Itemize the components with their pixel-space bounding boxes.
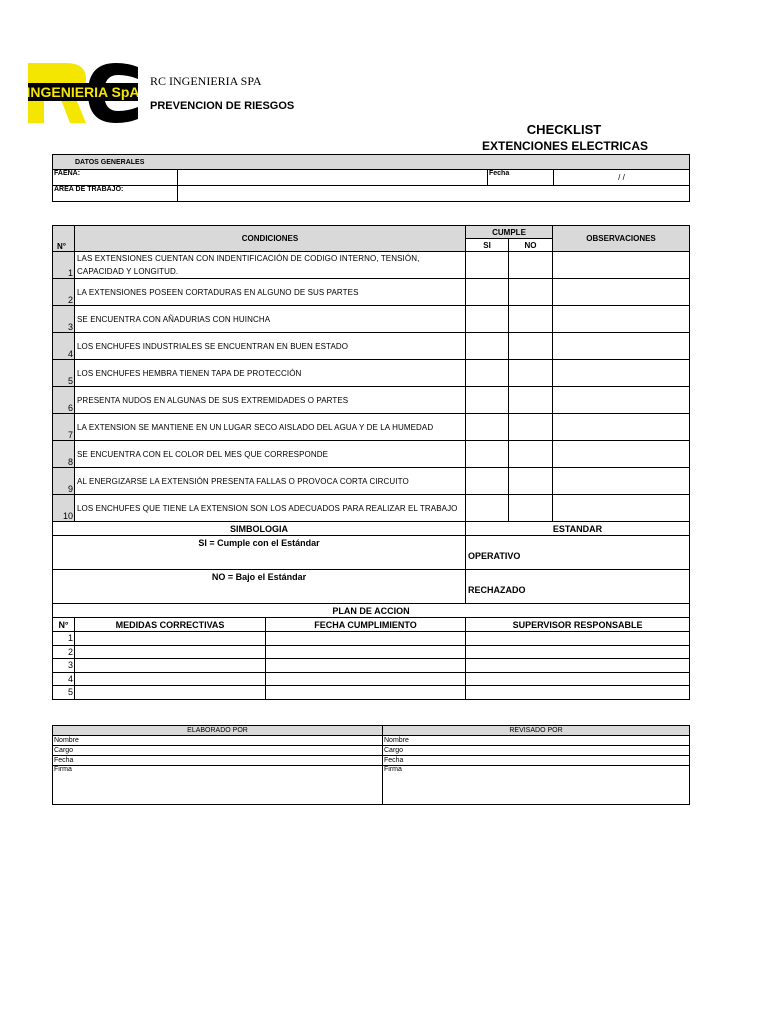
checklist-row-si-cell[interactable] [466, 414, 509, 441]
checklist-row-si-cell[interactable] [466, 360, 509, 387]
elaborado-header: ELABORADO POR [53, 726, 383, 736]
plan-row-number: 4 [53, 672, 75, 686]
plan-row [53, 659, 690, 673]
checklist-row-no-cell[interactable] [509, 252, 553, 279]
checklist-row-observations-cell[interactable] [553, 414, 690, 441]
checklist-row-number: 7 [53, 414, 75, 441]
col-si-header: SI [466, 239, 509, 252]
checklist-row-no-cell[interactable] [509, 441, 553, 468]
revisado-cargo[interactable]: Cargo [383, 746, 690, 756]
checklist-row-no-cell[interactable] [509, 306, 553, 333]
checklist-row-number: 4 [53, 333, 75, 360]
checklist-row-observations-cell[interactable] [553, 441, 690, 468]
checklist-row-condition: LOS ENCHUFES INDUSTRIALES SE ENCUENTRAN EN BUEN ESTADO [75, 333, 466, 360]
general-data-title: DATOS GENERALES [53, 155, 690, 170]
revisado-header: REVISADO POR [383, 726, 690, 736]
elaborado-firma[interactable]: Firma [53, 766, 383, 805]
checklist-row-condition: SE ENCUENTRA CON EL COLOR DEL MES QUE CORRESPONDE [75, 441, 466, 468]
company-logo [28, 61, 138, 125]
col-observations-header: OBSERVACIONES [553, 226, 690, 252]
checklist-row-si-cell[interactable] [466, 306, 509, 333]
checklist-row-si-cell[interactable] [466, 387, 509, 414]
checklist-row-number: 2 [53, 279, 75, 306]
elaborado-fecha[interactable]: Fecha [53, 756, 383, 766]
checklist-row-number: 9 [53, 468, 75, 495]
checklist-row-number: 1 [53, 252, 75, 279]
plan-row-medidas-cell[interactable] [75, 686, 266, 700]
checklist-row [53, 468, 690, 495]
department-name: PREVENCION DE RIESGOS [150, 100, 295, 112]
checklist-row-condition: LA EXTENSION SE MANTIENE EN UN LUGAR SECO AISLADO DEL AGUA Y DE LA HUMEDAD [75, 414, 466, 441]
plan-row-number: 3 [53, 659, 75, 673]
checklist-row-si-cell[interactable] [466, 441, 509, 468]
plan-row-supervisor-cell[interactable] [466, 645, 690, 659]
col-conditions-header: CONDICIONES [75, 226, 466, 252]
simbologia-si: SI = Cumple con el Estándar [53, 536, 466, 570]
checklist-row-number: 5 [53, 360, 75, 387]
area-field[interactable] [178, 186, 690, 202]
checklist-row [53, 360, 690, 387]
checklist-row-condition: LAS EXTENSIONES CUENTAN CON INDENTIFICACIÓN DE CODIGO INTERNO, TENSIÓN, CAPACIDAD Y LONGITUD. [75, 252, 466, 279]
checklist-row-condition: LOS ENCHUFES HEMBRA TIENEN TAPA DE PROTECCIÓN [75, 360, 466, 387]
plan-row [53, 645, 690, 659]
plan-row-fecha-cell[interactable] [266, 686, 466, 700]
estandar-rechazado[interactable]: RECHAZADO [466, 570, 690, 604]
plan-row [53, 686, 690, 700]
checklist-row-observations-cell[interactable] [553, 387, 690, 414]
checklist-row-no-cell[interactable] [509, 279, 553, 306]
plan-row-number: 2 [53, 645, 75, 659]
faena-label: FAENA: [53, 170, 178, 186]
checklist-row-number: 6 [53, 387, 75, 414]
checklist-row [53, 387, 690, 414]
checklist-row-observations-cell[interactable] [553, 495, 690, 522]
checklist-row-condition: LA EXTENSIONES POSEEN CORTADURAS EN ALGUNO DE SUS PARTES [75, 279, 466, 306]
checklist-row [53, 441, 690, 468]
checklist-row-condition: AL ENERGIZARSE LA EXTENSIÓN PRESENTA FALLAS O PROVOCA CORTA CIRCUITO [75, 468, 466, 495]
document-subtitle: EXTENCIONES ELECTRICAS [481, 139, 649, 153]
plan-row-medidas-cell[interactable] [75, 645, 266, 659]
simbologia-title: SIMBOLOGIA [53, 522, 466, 536]
col-no-header: NO [509, 239, 553, 252]
plan-row-medidas-cell[interactable] [75, 659, 266, 673]
plan-col-supervisor: SUPERVISOR RESPONSABLE [466, 618, 690, 632]
checklist-row-no-cell[interactable] [509, 495, 553, 522]
plan-row-supervisor-cell[interactable] [466, 672, 690, 686]
signatures-table [52, 725, 690, 805]
company-name: RC INGENIERIA SPA [150, 74, 262, 88]
elaborado-nombre[interactable]: Nombre [53, 736, 383, 746]
simbologia-no: NO = Bajo el Estándar [53, 570, 466, 604]
fecha-label: Fecha [488, 170, 554, 186]
plan-row-fecha-cell[interactable] [266, 659, 466, 673]
plan-row-number: 5 [53, 686, 75, 700]
checklist-row-si-cell[interactable] [466, 468, 509, 495]
checklist-row-no-cell[interactable] [509, 333, 553, 360]
checklist-row-si-cell[interactable] [466, 279, 509, 306]
elaborado-cargo[interactable]: Cargo [53, 746, 383, 756]
checklist-row-si-cell[interactable] [466, 495, 509, 522]
checklist-row-number: 8 [53, 441, 75, 468]
checklist-row-no-cell[interactable] [509, 468, 553, 495]
plan-col-medidas: MEDIDAS CORRECTIVAS [75, 618, 266, 632]
checklist-row-observations-cell[interactable] [553, 279, 690, 306]
checklist-row-no-cell[interactable] [509, 360, 553, 387]
plan-row-fecha-cell[interactable] [266, 632, 466, 646]
checklist-row-condition: LOS ENCHUFES QUE TIENE LA EXTENSION SON LOS ADECUADOS PARA REALIZAR EL TRABAJO [75, 495, 466, 522]
estandar-operativo[interactable]: OPERATIVO [466, 536, 690, 570]
checklist-row-si-cell[interactable] [466, 252, 509, 279]
plan-row-number: 1 [53, 632, 75, 646]
plan-row [53, 672, 690, 686]
checklist-row-condition: PRESENTA NUDOS EN ALGUNAS DE SUS EXTREMIDADES O PARTES [75, 387, 466, 414]
checklist-row-number: 3 [53, 306, 75, 333]
checklist-row-si-cell[interactable] [466, 333, 509, 360]
general-data-table [52, 154, 690, 202]
plan-row-fecha-cell[interactable] [266, 645, 466, 659]
plan-col-fecha: FECHA CUMPLIMIENTO [266, 618, 466, 632]
svg-text:INGENIERIA SpA: INGENIERIA SpA [28, 84, 138, 100]
revisado-fecha[interactable]: Fecha [383, 756, 690, 766]
col-cumple-header: CUMPLE [466, 226, 553, 239]
plan-row-medidas-cell[interactable] [75, 672, 266, 686]
checklist-row [53, 333, 690, 360]
revisado-firma[interactable]: Firma [383, 766, 690, 805]
checklist-row-observations-cell[interactable] [553, 252, 690, 279]
plan-row-medidas-cell[interactable] [75, 632, 266, 646]
checklist-row [53, 279, 690, 306]
plan-col-num: N° [53, 618, 75, 632]
fecha-field[interactable]: / / [554, 170, 690, 186]
checklist-row-observations-cell[interactable] [553, 468, 690, 495]
plan-row-supervisor-cell[interactable] [466, 659, 690, 673]
plan-title: PLAN DE ACCION [53, 604, 690, 618]
checklist-row-number: 10 [53, 495, 75, 522]
checklist-row [53, 306, 690, 333]
revisado-nombre[interactable]: Nombre [383, 736, 690, 746]
document-title: CHECKLIST [526, 122, 602, 137]
checklist-row-condition: SE ENCUENTRA CON AÑADURIAS CON HUINCHA [75, 306, 466, 333]
checklist-row-observations-cell[interactable] [553, 360, 690, 387]
checklist-row-observations-cell[interactable] [553, 306, 690, 333]
checklist-row [53, 414, 690, 441]
col-num-header: N° [53, 226, 75, 252]
plan-row [53, 632, 690, 646]
plan-row-supervisor-cell[interactable] [466, 686, 690, 700]
estandar-title: ESTANDAR [466, 522, 690, 536]
plan-row-supervisor-cell[interactable] [466, 632, 690, 646]
checklist-row-no-cell[interactable] [509, 414, 553, 441]
checklist-row [53, 252, 690, 279]
checklist-row-no-cell[interactable] [509, 387, 553, 414]
checklist-row [53, 495, 690, 522]
plan-row-fecha-cell[interactable] [266, 672, 466, 686]
area-label: AREA DE TRABAJO: [53, 186, 178, 202]
faena-field[interactable] [178, 170, 488, 186]
checklist-table [52, 225, 690, 700]
checklist-row-observations-cell[interactable] [553, 333, 690, 360]
